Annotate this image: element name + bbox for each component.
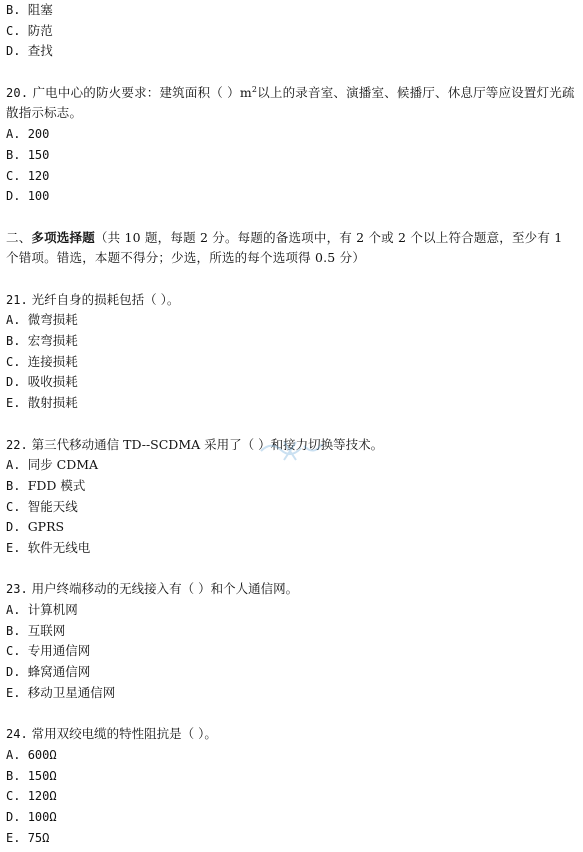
option-a: A. 600Ω [6, 747, 57, 762]
option-d: D. GPRS [6, 519, 65, 535]
document-page [6, 0, 576, 848]
question-20: 20. 广电中心的防火要求：建筑面积（ ）$m^2$以上的录音室、演播室、候播厅、休息厅等应设置灯光疏散指示标志。 [6, 84, 575, 121]
option-e: E. 软件无线电 [6, 539, 91, 555]
option-c: C. 120Ω [6, 789, 57, 804]
option-a: A. 200 [6, 127, 50, 142]
option-c: C. 智能天线 [6, 498, 78, 514]
option-d: D. 查找 [6, 43, 53, 59]
option-b: B. 150Ω [6, 768, 57, 783]
option-d: D. 100Ω [6, 809, 57, 824]
option-d: D. 蜂窝通信网 [6, 664, 91, 680]
option-c: C. 连接损耗 [6, 353, 78, 369]
option-a: A. 微弯损耗 [6, 312, 78, 328]
option-b: B. 宏弯损耗 [6, 333, 78, 349]
option-b: B. FDD 模式 [6, 477, 86, 493]
option-c: C. 防范 [6, 22, 53, 38]
question-21: 21. 光纤自身的损耗包括（ ）。 [6, 291, 180, 307]
section-heading: 二、多项选择题（共 10 题，每题 2 分。每题的备选项中，有 2 个或 2 个以上符合题意，至少有 1 个错项。错选，本题不得分；少选，所选的每个选项得 0.5 分） [6, 229, 563, 266]
option-d: D. 吸收损耗 [6, 374, 78, 390]
option-e: E. 移动卫星通信网 [6, 684, 116, 700]
option-b: B. 150 [6, 147, 50, 162]
option-e: E. 散射损耗 [6, 395, 78, 411]
question-24: 24. 常用双绞电缆的特性阻抗是（ ）。 [6, 726, 217, 742]
option-a: A. 计算机网 [6, 602, 78, 617]
option-b: B. 互联网 [6, 622, 66, 638]
question-22: 22. 第三代移动通信 TD--SCDMA 采用了（ ）和接力切换等技术。 [6, 436, 384, 452]
option-c: C. 120 [6, 168, 50, 183]
option-e: E. 75Ω [6, 830, 50, 845]
option-d: D. 100 [6, 189, 50, 204]
option-a: A. 同步 CDMA [6, 457, 99, 473]
option-b: B. 阻塞 [6, 2, 53, 17]
option-c: C. 专用通信网 [6, 643, 91, 659]
question-23: 23. 用户终端移动的无线接入有（ ）和个人通信网。 [6, 581, 299, 597]
